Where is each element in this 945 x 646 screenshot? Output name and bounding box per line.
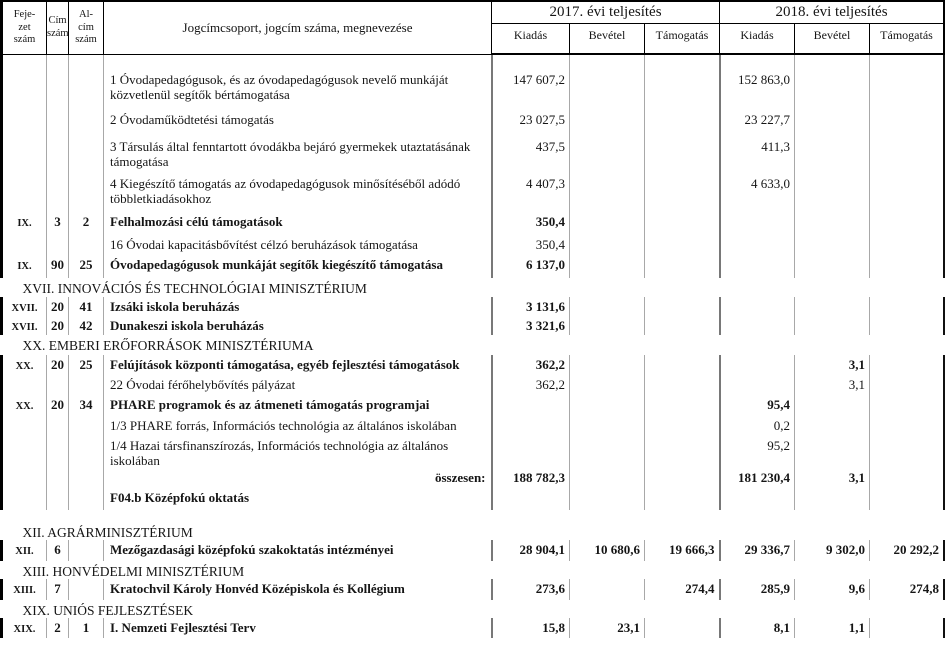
value-2017-kiadas: 350,4 (492, 235, 570, 255)
header-line: cím (78, 21, 94, 33)
value-2018-bevetel: 1,1 (795, 618, 870, 638)
section-header: XIX. UNIÓS FEJLESZTÉSEK (22, 603, 194, 618)
value-2018-bevetel (795, 416, 870, 436)
table-row (2, 110, 945, 137)
alcim-cell: 34 (69, 395, 104, 416)
table-row (2, 212, 945, 235)
header-line: szám (75, 34, 97, 45)
value-2018-tamogatas (870, 212, 945, 235)
name-cell: 22 Óvodai férőhelybővítés pályázat (104, 375, 492, 395)
cim-cell (47, 110, 69, 137)
alcim-cell (69, 137, 104, 174)
name-cell (104, 54, 492, 70)
fejezet-cell: XIX. (2, 618, 47, 638)
value-2017-kiadas (492, 395, 570, 416)
value-2018-bevetel: 9 302,0 (795, 540, 870, 561)
value-2017-tamogatas (645, 110, 720, 137)
value-2018-tamogatas (870, 436, 945, 468)
fejezet-cell: XX. (2, 395, 47, 416)
value-2017-tamogatas (645, 212, 720, 235)
value-2017-kiadas: 23 027,5 (492, 110, 570, 137)
value-2018-tamogatas: 20 292,2 (870, 540, 945, 561)
value-2017-tamogatas (645, 174, 720, 212)
value-2018-tamogatas (870, 110, 945, 137)
section-header: XX. EMBERI ERŐFORRÁSOK MINISZTÉRIUMA (22, 338, 314, 353)
value-2017-tamogatas (645, 70, 720, 110)
value-2018-kiadas (720, 355, 795, 375)
alcim-cell (69, 110, 104, 137)
name-cell: 1 Óvodapedagógusok, és az óvodapedagógusok nevelő munkáját közvetlenül segítők bértámogatása (104, 70, 492, 110)
fejezet-cell (2, 174, 47, 212)
name-cell: Izsáki iskola beruházás (104, 297, 492, 316)
cim-cell (47, 137, 69, 174)
cim-cell: 2 (47, 618, 69, 638)
cim-cell (47, 235, 69, 255)
value-2018-bevetel (795, 255, 870, 278)
header-line: szám (47, 27, 69, 39)
column-header-jogcimcsoport: Jogcímcsoport, jogcím száma, megnevezése (104, 1, 492, 54)
fejezet-cell: XVII. (2, 297, 47, 316)
value-2017-bevetel (570, 579, 645, 600)
fejezet-cell (2, 468, 47, 488)
cim-cell: 20 (47, 395, 69, 416)
section-header: XVII. INNOVÁCIÓS ÉS TECHNOLÓGIAI MINISZTÉRIUM (22, 281, 367, 296)
value-2018-tamogatas (870, 70, 945, 110)
value-2017-tamogatas (645, 416, 720, 436)
column-header-cim-szam (47, 1, 69, 54)
fejezet-cell (2, 235, 47, 255)
value-2017-kiadas: 28 904,1 (492, 540, 570, 561)
name-cell: PHARE programok és az átmeneti támogatás programjai (104, 395, 492, 416)
fejezet-cell: XX. (2, 355, 47, 375)
cim-cell: 7 (47, 579, 69, 600)
value-2017-kiadas: 273,6 (492, 579, 570, 600)
value-2017-kiadas (492, 488, 570, 510)
table-row (2, 375, 945, 395)
value-2018-bevetel (795, 235, 870, 255)
table-row (2, 70, 945, 110)
value-2017-bevetel (570, 54, 645, 70)
value-2018-tamogatas (870, 235, 945, 255)
value-2017-kiadas: 3 321,6 (492, 316, 570, 335)
value-2018-bevetel (795, 70, 870, 110)
value-2017-kiadas: 350,4 (492, 212, 570, 235)
value-2018-kiadas: 29 336,7 (720, 540, 795, 561)
value-2017-bevetel (570, 416, 645, 436)
fejezet-cell (2, 375, 47, 395)
value-2017-bevetel (570, 110, 645, 137)
value-2018-tamogatas (870, 54, 945, 70)
value-2017-kiadas (492, 436, 570, 468)
value-2018-tamogatas: 274,8 (870, 579, 945, 600)
cim-cell: 20 (47, 297, 69, 316)
value-2018-bevetel: 9,6 (795, 579, 870, 600)
value-2018-bevetel (795, 488, 870, 510)
value-2017-bevetel: 10 680,6 (570, 540, 645, 561)
value-2018-kiadas (720, 54, 795, 70)
value-2017-tamogatas: 274,4 (645, 579, 720, 600)
value-2018-bevetel: 3,1 (795, 468, 870, 488)
value-2018-bevetel (795, 395, 870, 416)
fejezet-cell: XII. (2, 540, 47, 561)
column-header-2018-bevetel: Bevétel (795, 24, 870, 55)
value-2017-bevetel (570, 212, 645, 235)
cim-cell (47, 54, 69, 70)
name-cell: Kratochvil Károly Honvéd Középiskola és Kollégium (104, 579, 492, 600)
value-2017-bevetel (570, 375, 645, 395)
value-2017-bevetel (570, 255, 645, 278)
value-2018-bevetel (795, 137, 870, 174)
value-2018-kiadas (720, 297, 795, 316)
value-2018-tamogatas (870, 375, 945, 395)
value-2018-bevetel (795, 316, 870, 335)
table-row (2, 174, 945, 212)
alcim-cell: 1 (69, 618, 104, 638)
value-2017-kiadas: 362,2 (492, 375, 570, 395)
alcim-cell (69, 235, 104, 255)
table-row (2, 579, 945, 600)
value-2018-kiadas (720, 488, 795, 510)
value-2017-tamogatas (645, 316, 720, 335)
value-2017-bevetel (570, 488, 645, 510)
fejezet-cell (2, 488, 47, 510)
value-2018-kiadas (720, 375, 795, 395)
fejezet-cell: IX. (2, 255, 47, 278)
table-row (2, 436, 945, 468)
value-2018-kiadas: 0,2 (720, 416, 795, 436)
section-row (2, 561, 945, 579)
table-row (2, 540, 945, 561)
cim-cell (47, 436, 69, 468)
fejezet-cell: IX. (2, 212, 47, 235)
value-2018-tamogatas (870, 355, 945, 375)
alcim-cell (69, 54, 104, 70)
section-header: XII. AGRÁRMINISZTÉRIUM (22, 525, 193, 540)
alcim-cell: 25 (69, 255, 104, 278)
cim-cell: 3 (47, 212, 69, 235)
section-row (2, 278, 945, 297)
table-row (2, 297, 945, 316)
cim-cell: 20 (47, 316, 69, 335)
header-line: zet (18, 21, 31, 33)
value-2017-tamogatas: 19 666,3 (645, 540, 720, 561)
value-2018-kiadas: 181 230,4 (720, 468, 795, 488)
value-2018-kiadas: 95,2 (720, 436, 795, 468)
value-2017-tamogatas (645, 488, 720, 510)
value-2017-bevetel (570, 355, 645, 375)
table-row (2, 235, 945, 255)
value-2018-tamogatas (870, 174, 945, 212)
alcim-cell (69, 488, 104, 510)
cim-cell: 6 (47, 540, 69, 561)
cim-cell (47, 416, 69, 436)
name-cell: 3 Társulás által fenntartott óvodákba bejáró gyermekek utaztatásának támogatása (104, 137, 492, 174)
column-header-2017-kiadas: Kiadás (492, 24, 570, 55)
column-header-2018-kiadas: Kiadás (720, 24, 795, 55)
value-2018-kiadas: 152 863,0 (720, 70, 795, 110)
alcim-cell (69, 468, 104, 488)
column-group-2018: 2018. évi teljesítés (720, 1, 945, 24)
section-header: XIII. HONVÉDELMI MINISZTÉRIUM (22, 564, 245, 579)
value-2017-tamogatas (645, 255, 720, 278)
value-2018-tamogatas (870, 488, 945, 510)
table-row (2, 255, 945, 278)
value-2018-bevetel (795, 110, 870, 137)
column-header-fejezet-szam (2, 1, 47, 54)
cim-cell (47, 70, 69, 110)
value-2017-bevetel (570, 436, 645, 468)
name-cell: I. Nemzeti Fejlesztési Terv (104, 618, 492, 638)
value-2017-kiadas: 6 137,0 (492, 255, 570, 278)
fejezet-cell (2, 137, 47, 174)
name-cell: 4 Kiegészítő támogatás az óvodapedagógusok minősítéséből adódó többletkiadásokhoz (104, 174, 492, 212)
table-header (2, 1, 945, 54)
gap-cell (2, 510, 945, 522)
value-2018-bevetel (795, 436, 870, 468)
alcim-cell (69, 436, 104, 468)
value-2017-kiadas (492, 54, 570, 70)
cim-cell (47, 375, 69, 395)
alcim-cell (69, 375, 104, 395)
name-cell: 16 Óvodai kapacitásbővítést célzó beruházások támogatása (104, 235, 492, 255)
value-2017-tamogatas (645, 436, 720, 468)
alcim-cell (69, 416, 104, 436)
table-row (2, 468, 945, 488)
name-cell: F04.b Középfokú oktatás (104, 488, 492, 510)
table-row (2, 488, 945, 510)
value-2017-tamogatas (645, 235, 720, 255)
fejezet-cell (2, 70, 47, 110)
value-2017-tamogatas (645, 355, 720, 375)
table-row (2, 316, 945, 335)
value-2017-bevetel (570, 395, 645, 416)
alcim-cell (69, 579, 104, 600)
alcim-cell: 25 (69, 355, 104, 375)
value-2018-tamogatas (870, 416, 945, 436)
gap-row (2, 510, 945, 522)
value-2018-kiadas: 4 633,0 (720, 174, 795, 212)
cim-cell (47, 174, 69, 212)
value-2018-kiadas: 23 227,7 (720, 110, 795, 137)
fejezet-cell (2, 416, 47, 436)
name-cell: 1/4 Hazai társfinanszírozás, Információs technológia az általános iskolában (104, 436, 492, 468)
value-2017-bevetel (570, 316, 645, 335)
fejezet-cell (2, 110, 47, 137)
value-2018-kiadas: 8,1 (720, 618, 795, 638)
value-2017-tamogatas (645, 137, 720, 174)
value-2018-kiadas (720, 212, 795, 235)
value-2017-kiadas: 4 407,3 (492, 174, 570, 212)
value-2017-bevetel (570, 137, 645, 174)
value-2017-tamogatas (645, 54, 720, 70)
name-cell: 1/3 PHARE forrás, Információs technológia az általános iskolában (104, 416, 492, 436)
alcim-cell (69, 70, 104, 110)
value-2017-tamogatas (645, 395, 720, 416)
value-2018-kiadas (720, 235, 795, 255)
value-2018-tamogatas (870, 137, 945, 174)
value-2018-kiadas: 285,9 (720, 579, 795, 600)
value-2018-bevetel (795, 212, 870, 235)
value-2017-tamogatas (645, 468, 720, 488)
section-row (2, 335, 945, 355)
value-2017-kiadas: 15,8 (492, 618, 570, 638)
value-2017-kiadas (492, 416, 570, 436)
name-cell: Mezőgazdasági középfokú szakoktatás intézményei (104, 540, 492, 561)
value-2018-tamogatas (870, 316, 945, 335)
spacer-row (2, 54, 945, 70)
name-cell: Felhalmozási célú támogatások (104, 212, 492, 235)
table-row (2, 137, 945, 174)
value-2018-bevetel (795, 174, 870, 212)
alcim-cell: 42 (69, 316, 104, 335)
name-cell: összesen: (104, 468, 492, 488)
value-2018-tamogatas (870, 618, 945, 638)
header-line: Cím (48, 15, 67, 27)
table-body (2, 54, 945, 638)
value-2018-tamogatas (870, 468, 945, 488)
value-2017-kiadas: 188 782,3 (492, 468, 570, 488)
value-2018-kiadas (720, 255, 795, 278)
alcim-cell (69, 174, 104, 212)
name-cell: Óvodapedagógusok munkáját segítők kiegészítő támogatása (104, 255, 492, 278)
cim-cell: 90 (47, 255, 69, 278)
name-cell: Dunakeszi iskola beruházás (104, 316, 492, 335)
header-line: Feje- (13, 9, 36, 20)
value-2018-kiadas (720, 316, 795, 335)
value-2018-bevetel: 3,1 (795, 375, 870, 395)
value-2017-bevetel (570, 235, 645, 255)
column-header-2018-tamogatas: Támogatás (870, 24, 945, 55)
name-cell: 2 Óvodaműködtetési támogatás (104, 110, 492, 137)
value-2017-tamogatas (645, 297, 720, 316)
cim-cell: 20 (47, 355, 69, 375)
value-2017-bevetel: 23,1 (570, 618, 645, 638)
value-2017-kiadas: 362,2 (492, 355, 570, 375)
value-2018-tamogatas (870, 395, 945, 416)
table-row (2, 618, 945, 638)
value-2018-bevetel: 3,1 (795, 355, 870, 375)
alcim-cell (69, 540, 104, 561)
alcim-cell: 41 (69, 297, 104, 316)
header-line: Al- (79, 9, 93, 20)
column-group-2017: 2017. évi teljesítés (492, 1, 720, 24)
value-2018-kiadas: 411,3 (720, 137, 795, 174)
fejezet-cell: XIII. (2, 579, 47, 600)
value-2017-tamogatas (645, 618, 720, 638)
column-header-alcim-szam (69, 1, 104, 54)
table-row (2, 395, 945, 416)
section-row (2, 600, 945, 618)
alcim-cell: 2 (69, 212, 104, 235)
column-header-2017-tamogatas: Támogatás (645, 24, 720, 55)
value-2018-tamogatas (870, 255, 945, 278)
value-2017-tamogatas (645, 375, 720, 395)
value-2018-tamogatas (870, 297, 945, 316)
value-2017-kiadas: 437,5 (492, 137, 570, 174)
header-line: szám (13, 34, 36, 45)
value-2018-bevetel (795, 297, 870, 316)
value-2017-kiadas: 147 607,2 (492, 70, 570, 110)
column-header-2017-bevetel: Bevétel (570, 24, 645, 55)
name-cell: Felújítások központi támogatása, egyéb fejlesztési támogatások (104, 355, 492, 375)
value-2018-kiadas: 95,4 (720, 395, 795, 416)
value-2017-kiadas: 3 131,6 (492, 297, 570, 316)
cim-cell (47, 468, 69, 488)
table-row (2, 416, 945, 436)
cim-cell (47, 488, 69, 510)
value-2017-bevetel (570, 468, 645, 488)
value-2017-bevetel (570, 70, 645, 110)
value-2017-bevetel (570, 297, 645, 316)
table-row (2, 355, 945, 375)
fejezet-cell (2, 436, 47, 468)
header-row-groups (2, 1, 945, 24)
value-2017-bevetel (570, 174, 645, 212)
section-row (2, 522, 945, 540)
fejezet-cell (2, 54, 47, 70)
fejezet-cell: XVII. (2, 316, 47, 335)
value-2018-bevetel (795, 54, 870, 70)
